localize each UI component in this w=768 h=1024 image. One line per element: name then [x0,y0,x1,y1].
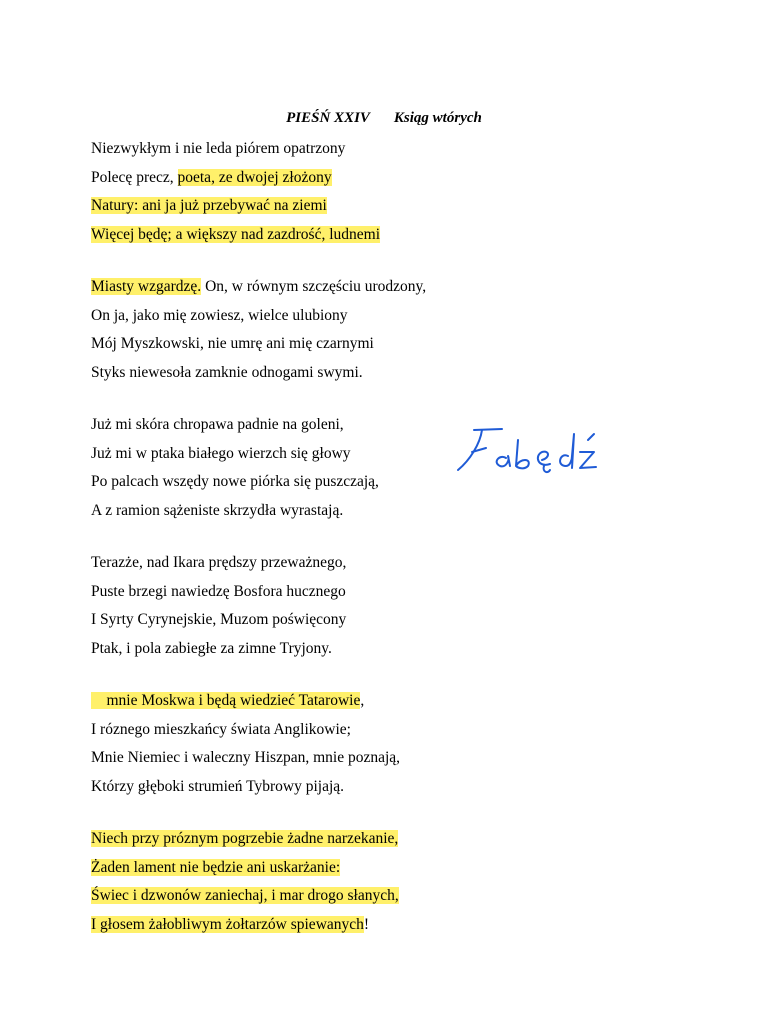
poem-line [91,302,426,331]
poem-line [91,440,379,469]
poem-line [91,578,346,607]
highlighted-text: Świec i dzwonów zaniechaj, i mar drogo słanych, [91,887,399,905]
line-text: Niezwykłym i nie leda piórem opatrzony [91,140,346,157]
highlighted-text: mnie Moskwa i będą wiedzieć Tatarowie [91,692,361,709]
line-text: Po palcach wszędy nowe piórka się puszczają, [91,473,379,491]
poem-line [91,716,400,745]
poem-line [91,773,400,802]
stanza [91,135,380,250]
line-text: Mój Myszkowski, nie umrę ani mię czarnymi [91,335,374,353]
poem-line [91,882,399,911]
line-text: , [360,692,365,709]
highlighted-text: poeta, ze dwojej złożony [177,168,332,186]
line-text: On ja, jako mię zowiesz, wielce ulubiony [91,306,348,324]
poem-line [91,687,400,716]
poem-title-main: PIEŚŃ XXIV [286,110,370,126]
line-text: Ptak, i pola zabiegłe za zimne Tryjony. [91,640,332,658]
poem-title [0,110,768,127]
poem-line [91,635,346,664]
line-text: ! [363,916,370,934]
line-text: Którzy głęboki strumień Tybrowy pijają. [91,778,345,796]
line-text: A z ramion sążeniste skrzydła wyrastają. [91,502,344,520]
line-text: Terazże, nad Ikara prędszy przeważnego, [91,554,347,571]
poem-line [91,221,380,250]
stanza [91,411,379,526]
poem-line [91,606,346,635]
stanza [91,273,426,388]
highlighted-text: Natury: ani ja już przebywać na ziemi [91,197,327,215]
poem-line [91,273,426,302]
poem-line [91,911,399,940]
poem-line [91,359,426,388]
line-text: Już mi w ptaka białego wierzch się głowy [91,444,351,462]
line-text: Puste brzegi nawiedzę Bosfora hucznego [91,582,346,600]
highlighted-text: Żaden lament nie będzie ani uskarżanie: [91,858,341,876]
poem-line [91,411,379,440]
stanza [91,825,399,940]
poem-line [91,497,379,526]
poem-title-sub: Ksiąg wtórych [393,110,482,126]
handwritten-annotation [454,422,609,477]
poem-line [91,468,379,497]
line-text: I róznego mieszkańcy świata Anglikowie; [91,720,351,738]
line-text: Mnie Niemiec i waleczny Hiszpan, mnie poznają, [91,749,401,767]
stanza [91,549,346,664]
poem-line [91,135,380,164]
poem-line [91,330,426,359]
line-text: Już mi skóra chropawa padnie na goleni, [91,416,344,433]
highlighted-text: Miasty wzgardzę. [91,278,202,295]
poem-line [91,825,399,854]
highlighted-text: I głosem żałobliwym żołtarzów spiewanych [91,916,364,934]
highlighted-text: Niech przy próznym pogrzebie żadne narzekanie, [91,830,399,847]
line-text: Styks niewesoła zamknie odnogami swymi. [91,364,363,382]
poem-line [91,164,380,193]
poem-line [91,854,399,883]
line-text: On, w równym szczęściu urodzony, [201,278,427,295]
stanza [91,687,400,802]
poem-line [91,744,400,773]
highlighted-text: Więcej będę; a większy nad zazdrość, ludnemi [91,226,381,244]
poem-line [91,549,346,578]
poem-line [91,192,380,221]
line-text: Polecę precz, [91,168,178,186]
line-text: I Syrty Cyrynejskie, Muzom poświęcony [91,611,347,629]
